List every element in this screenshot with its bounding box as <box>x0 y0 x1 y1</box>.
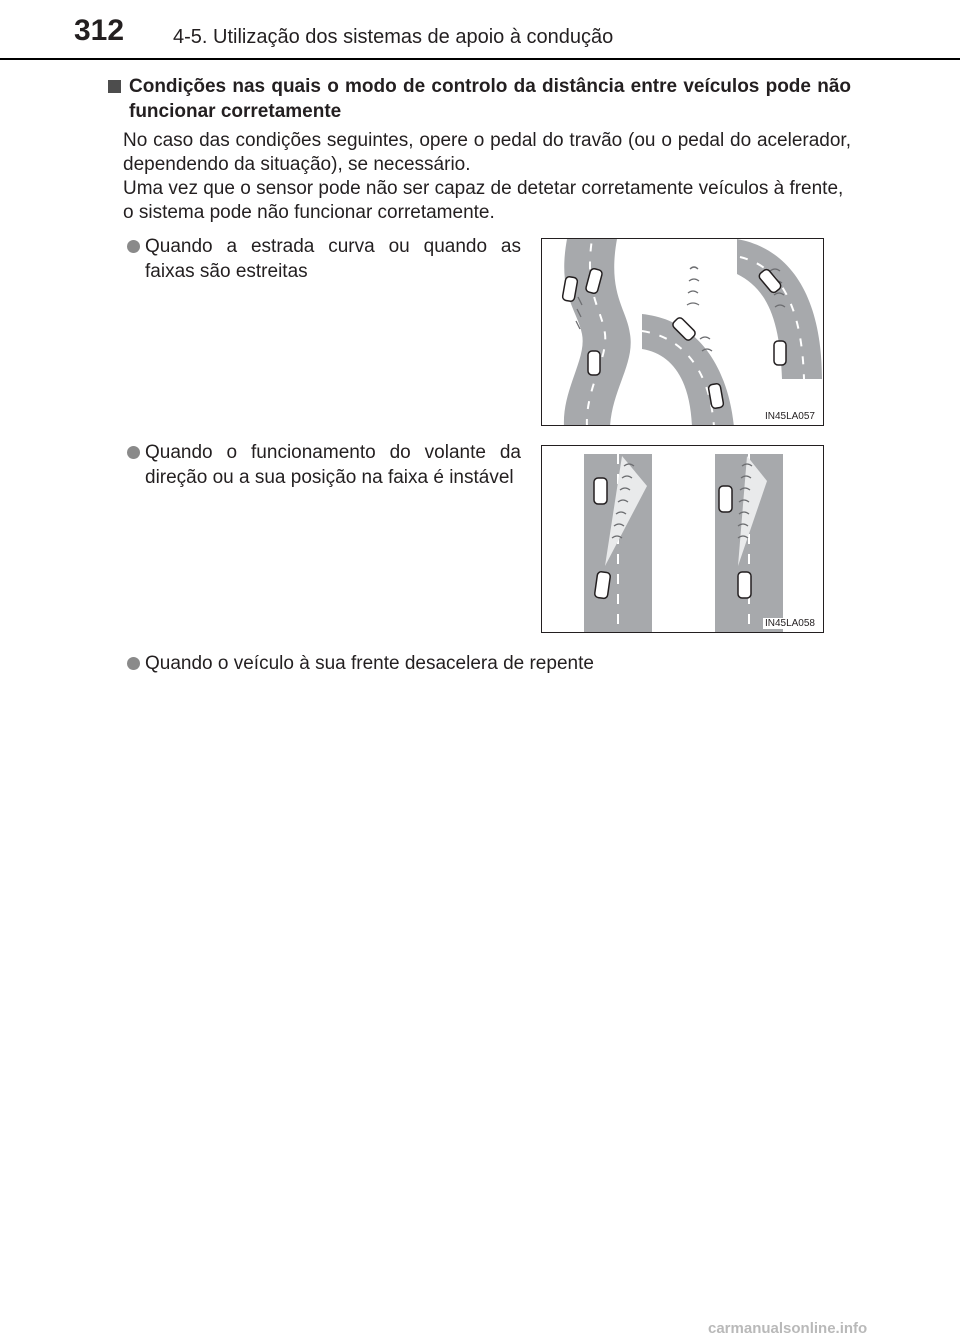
bullet-item-3 <box>127 652 727 677</box>
bullet-dot-icon <box>127 446 140 459</box>
bullet-text-2: Quando o funcionamento do volante da direção ou a sua posição na faixa é instável <box>145 442 521 488</box>
page-header <box>0 0 960 60</box>
chapter-title: 4-5. Utilização dos sistemas de apoio à condução <box>173 26 614 48</box>
paragraph-1: No caso das condições seguintes, opere o pedal do travão (ou o pedal do acelerador, dependendo da situação), se necessário. <box>123 130 851 175</box>
paragraph-2: Uma vez que o sensor pode não ser capaz de detetar corretamente veículos à frente, o sistema pode não funcionar corretamente. <box>123 178 844 223</box>
bullet-text-1: Quando a estrada curva ou quando as faixas são estreitas <box>145 236 521 282</box>
page-number: 312 <box>74 14 125 47</box>
figure-label-1: IN45LA057 <box>764 411 815 422</box>
unstable-steering-illustration <box>542 446 824 633</box>
bullet-item-2 <box>127 441 521 490</box>
figure-unstable-steering <box>541 445 824 633</box>
section-square-icon <box>108 80 121 93</box>
bullet-dot-icon <box>127 657 140 670</box>
section-title: Condições nas quais o modo de controlo da distância entre veículos pode não funcionar corretamente <box>129 76 851 122</box>
bullet-dot-icon <box>127 240 140 253</box>
bullet-text-3: Quando o veículo à sua frente desacelera de repente <box>145 653 594 674</box>
bullet-item-1 <box>127 235 521 284</box>
watermark: carmanualsonline.info <box>708 1320 868 1337</box>
figure-label-2: IN45LA058 <box>764 618 815 629</box>
figure-curved-roads <box>541 238 824 426</box>
curved-roads-illustration <box>542 239 824 426</box>
header-rule <box>0 58 960 60</box>
